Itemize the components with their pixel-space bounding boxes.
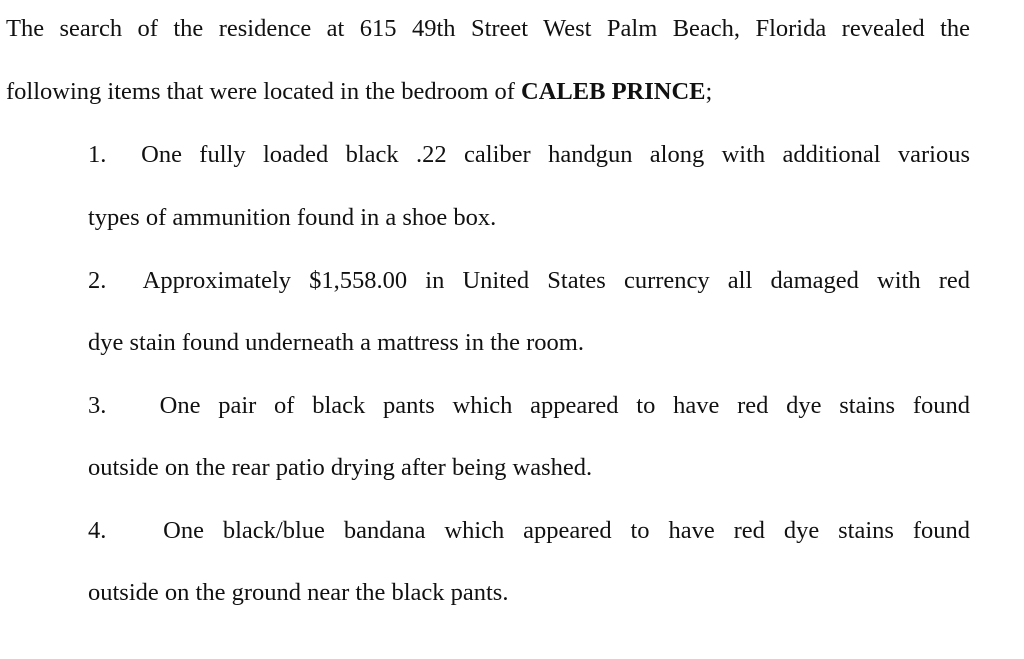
list-item-2-line-2: dye stain found underneath a mattress in the room.: [88, 329, 584, 356]
list-item-3-line-2: outside on the rear patio drying after being washed.: [88, 454, 593, 481]
list-item-2-number: 2.: [88, 267, 107, 294]
list-item-1-number: 1.: [88, 141, 107, 168]
list-item-2-text: Approximately $1,558.00 in United States currency all damaged with red: [142, 267, 970, 294]
list-item-1-line-1: [88, 140, 970, 170]
list-item-1-text: One fully loaded black .22 caliber handgun along with additional various: [141, 141, 971, 168]
list-item-4-line-1: [88, 516, 970, 546]
list-item-1-line-2: types of ammunition found in a shoe box.: [88, 204, 497, 231]
subject-name: CALEB PRINCE: [521, 78, 706, 105]
list-item-3-line-1: [88, 391, 970, 421]
list-item-4-line-2: outside on the ground near the black pants.: [88, 579, 509, 606]
intro-line-1: The search of the residence at 615 49th Street West Palm Beach, Florida revealed the: [6, 15, 970, 42]
list-item-4-number: 4.: [88, 517, 107, 544]
intro-line-2: [6, 77, 712, 107]
list-item-3-text: One pair of black pants which appeared to have red dye stains found: [159, 392, 970, 419]
list-item-3-number: 3.: [88, 392, 107, 419]
list-item-2-line-1: [88, 266, 970, 296]
intro-line-2-end: ;: [705, 78, 713, 105]
list-item-4-text: One black/blue bandana which appeared to have red dye stains found: [163, 517, 971, 544]
intro-line-2-text: following items that were located in the bedroom of: [6, 78, 522, 105]
